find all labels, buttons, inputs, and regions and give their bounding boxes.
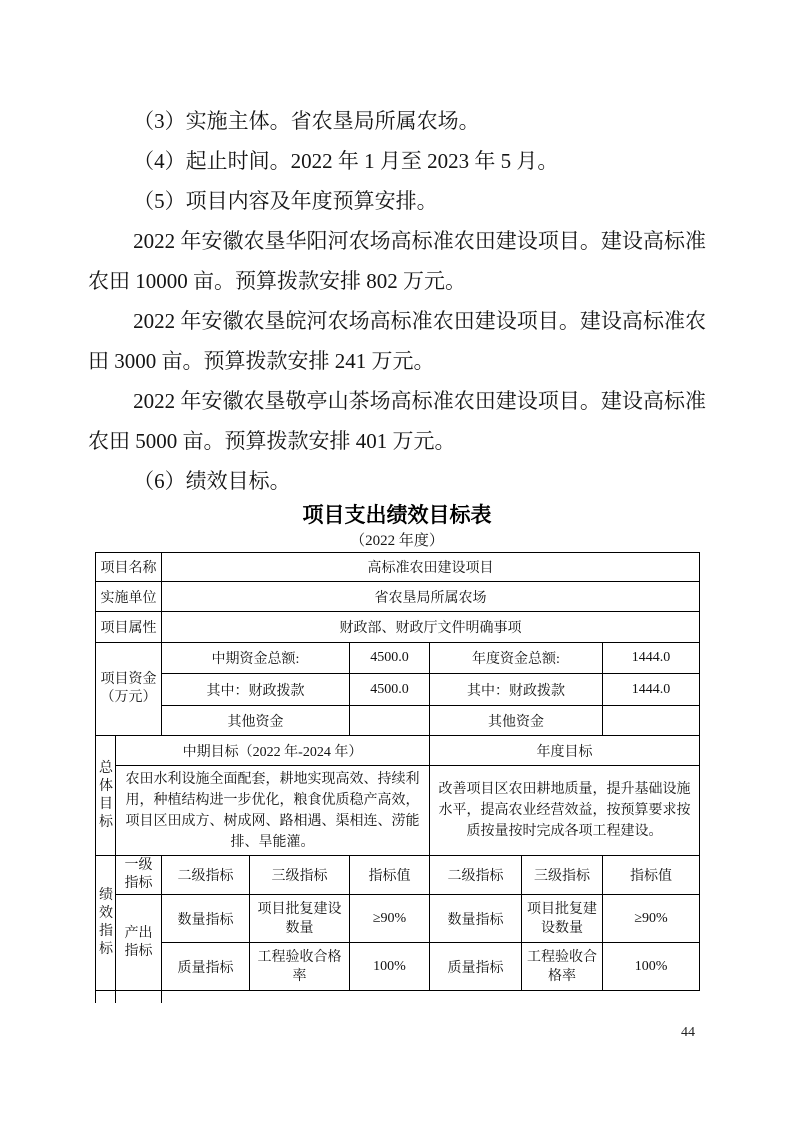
table-continuation-line: [95, 988, 96, 1003]
cell-annual-total-label: 年度资金总额:: [430, 643, 603, 674]
table-row: [96, 643, 700, 674]
cell-header-mid-value: 指标值: [350, 856, 430, 895]
table-row: [96, 553, 700, 582]
cell-acceptance-rate-annual: 工程验收合格率: [522, 943, 603, 991]
table-continuation-line: [161, 988, 162, 1003]
cell-quality-indicator-mid: 质量指标: [162, 943, 250, 991]
table-row: [96, 895, 700, 943]
cell-attribute-label: 项目属性: [96, 612, 162, 643]
cell-annual-total-value: 1444.0: [603, 643, 700, 674]
cell-project-name-label: 项目名称: [96, 553, 162, 582]
table-row: [96, 582, 700, 612]
table-continuation-line: [115, 988, 116, 1003]
table-row: [96, 674, 700, 706]
cell-quantity-target-annual: ≥90%: [603, 895, 700, 943]
cell-mid-other-value: [350, 706, 430, 736]
table-title: 项目支出绩效目标表: [302, 504, 492, 527]
paragraph-5: （5）项目内容及年度预算安排。: [133, 189, 438, 213]
table-row: [96, 706, 700, 736]
page-number: 44: [681, 1025, 695, 1040]
cell-annual-fiscal-label: 其中：财政拨款: [430, 674, 603, 706]
paragraph-6: （6）绩效目标。: [133, 469, 291, 493]
cell-overall-goal-side-label: 总体目标: [96, 736, 116, 856]
cell-output-indicator-label: 产出指标: [116, 895, 162, 991]
cell-header-mid-level2: 二级指标: [162, 856, 250, 895]
cell-header-mid-level3: 三级指标: [250, 856, 350, 895]
cell-performance-side-label: 绩效指标: [96, 856, 116, 991]
table-row: [96, 612, 700, 643]
table-row: [96, 766, 700, 856]
body-text: [88, 101, 706, 552]
cell-mid-total-label: 中期资金总额:: [162, 643, 350, 674]
cell-approved-quantity-mid: 项目批复建设数量: [250, 895, 350, 943]
cell-annual-other-value: [603, 706, 700, 736]
table-row: [96, 943, 700, 991]
table-row: [96, 736, 700, 766]
paragraph-3: （3）实施主体。省农垦局所属农场。: [133, 109, 480, 133]
cell-approved-quantity-annual: 项目批复建设数量: [522, 895, 603, 943]
cell-quality-target-mid: 100%: [350, 943, 430, 991]
cell-attribute-value: 财政部、财政厅文件明确事项: [162, 612, 700, 643]
paragraph-project-2: 2022 年安徽农垦皖河农场高标准农田建设项目。建设高标准农田 3000 亩。预算拨款安排 241 万元。: [88, 309, 706, 373]
cell-quality-indicator-annual: 质量指标: [430, 943, 522, 991]
cell-mid-goal-text: 农田水利设施全面配套，耕地实现高效、持续利用，种植结构进一步优化，粮食优质稳产高效，项目区田成方、树成网、路相遇、渠相连、涝能排、旱能灌。: [116, 766, 430, 856]
cell-header-level1: 一级指标: [116, 856, 162, 895]
paragraph-project-1: 2022 年安徽农垦华阳河农场高标准农田建设项目。建设高标准农田 10000 亩。预算拨款安排 802 万元。: [88, 229, 706, 293]
cell-unit-value: 省农垦局所属农场: [162, 582, 700, 612]
cell-annual-goal-header: 年度目标: [430, 736, 700, 766]
cell-mid-goal-header: 中期目标（2022 年-2024 年）: [116, 736, 430, 766]
cell-quantity-indicator-mid: 数量指标: [162, 895, 250, 943]
cell-annual-fiscal-value: 1444.0: [603, 674, 700, 706]
cell-acceptance-rate-mid: 工程验收合格率: [250, 943, 350, 991]
table-row: [96, 856, 700, 895]
cell-header-annual-level2: 二级指标: [430, 856, 522, 895]
cell-annual-goal-text: 改善项目区农田耕地质量，提升基础设施水平，提高农业经营效益，按预算要求按质按量按时完成各项工程建设。: [430, 766, 700, 856]
paragraph-project-3: 2022 年安徽农垦敬亭山茶场高标准农田建设项目。建设高标准农田 5000 亩。预算拨款安排 401 万元。: [88, 389, 706, 453]
cell-quantity-target-mid: ≥90%: [350, 895, 430, 943]
cell-quality-target-annual: 100%: [603, 943, 700, 991]
cell-mid-other-label: 其他资金: [162, 706, 350, 736]
cell-header-annual-value: 指标值: [603, 856, 700, 895]
cell-project-name-value: 高标准农田建设项目: [162, 553, 700, 582]
paragraph-4: （4）起止时间。2022 年 1 月至 2023 年 5 月。: [133, 149, 559, 173]
cell-header-annual-level3: 三级指标: [522, 856, 603, 895]
cell-funding-label: 项目资金（万元）: [96, 643, 162, 736]
cell-mid-total-value: 4500.0: [350, 643, 430, 674]
table-subtitle: （2022 年度）: [350, 533, 444, 549]
cell-annual-other-label: 其他资金: [430, 706, 603, 736]
performance-target-table: [95, 552, 700, 991]
cell-quantity-indicator-annual: 数量指标: [430, 895, 522, 943]
cell-mid-fiscal-label: 其中：财政拨款: [162, 674, 350, 706]
cell-mid-fiscal-value: 4500.0: [350, 674, 430, 706]
cell-unit-label: 实施单位: [96, 582, 162, 612]
